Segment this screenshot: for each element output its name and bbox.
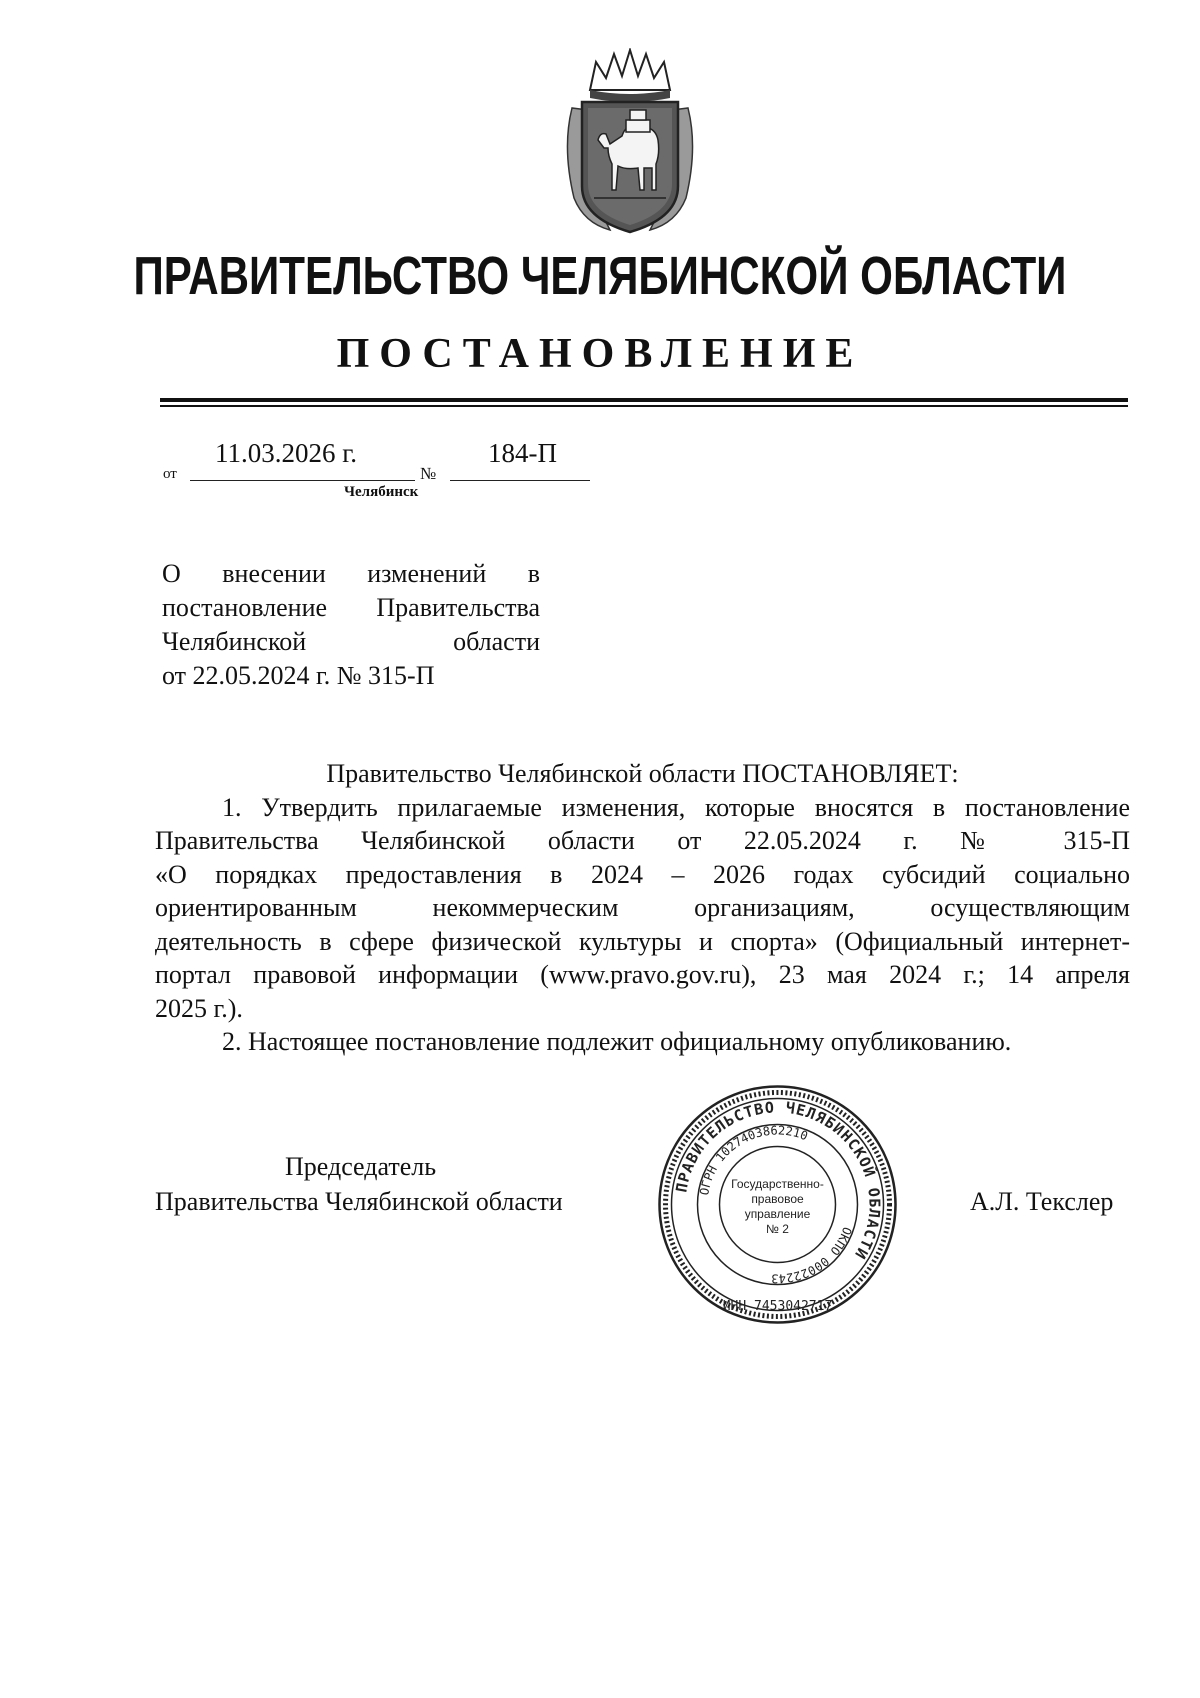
organization-title: ПРАВИТЕЛЬСТВО ЧЕЛЯБИНСКОЙ ОБЛАСТИ xyxy=(133,246,1067,306)
from-label: от xyxy=(163,466,177,482)
item1-line: ориентированным некоммерческим организациям, осуществляющим xyxy=(155,893,1130,922)
date-underline xyxy=(190,480,415,481)
item1-line: 1. Утвердить прилагаемые изменения, которые вносятся в постановление xyxy=(222,792,1130,822)
stamp-center-line: № 2 xyxy=(766,1222,789,1236)
item1-line: деятельность в сфере физической культуры и спорта» (Официальный интернет- xyxy=(155,926,1130,956)
number-label: № xyxy=(420,464,437,483)
subject-line: Челябинской области xyxy=(162,627,540,656)
signer-position-line2: Правительства Челябинской области xyxy=(155,1187,563,1216)
subject-line: О внесении изменений в xyxy=(162,559,540,588)
document-date: 11.03.2026 г. xyxy=(215,438,358,468)
document-body xyxy=(155,757,1130,1059)
stamp-center-line: Государственно- xyxy=(731,1177,824,1191)
preamble: Правительство Челябинской области ПОСТАНОВЛЯЕТ: xyxy=(326,759,959,788)
stamp-center-line: управление xyxy=(744,1207,811,1221)
item1-line: «О порядках предоставления в 2024 – 2026 годах субсидий социально xyxy=(155,859,1130,889)
document-subject xyxy=(162,557,540,693)
subject-line: постановление Правительства xyxy=(162,593,540,622)
item2: 2. Настоящее постановление подлежит официальному опубликованию. xyxy=(222,1027,1012,1056)
number-underline xyxy=(450,480,590,481)
header-rule-thin xyxy=(160,405,1128,407)
document-number: 184-П xyxy=(488,438,557,468)
signer-name: А.Л. Текслер xyxy=(970,1187,1114,1216)
item1-line: портал правовой информации (www.pravo.gov.ru), 23 мая 2024 г.; 14 апреля xyxy=(155,960,1130,989)
stamp-outer-text: ПРАВИТЕЛЬСТВО ЧЕЛЯБИНСКОЙ ОБЛАСТИ xyxy=(672,1098,884,1263)
item1-line: 2025 г.). xyxy=(155,993,243,1023)
item1-line: Правительства Челябинской области от 22.05.2024 г. № 315-П xyxy=(155,826,1130,855)
stamp-ogrn: ОГРН 1027403862210 xyxy=(697,1123,810,1197)
document-type-title: ПОСТАНОВЛЕНИЕ xyxy=(336,331,864,377)
signer-position-line1: Председатель xyxy=(285,1152,437,1181)
stamp-inn: ИНН 7453042717 xyxy=(722,1299,833,1314)
stamp-okpo: ОКПО 00022243 xyxy=(770,1225,855,1286)
coat-of-arms-emblem xyxy=(560,48,700,238)
city-label: Челябинск xyxy=(344,484,419,500)
stamp-center-line: правовое xyxy=(751,1192,804,1206)
subject-line: от 22.05.2024 г. № 315-П xyxy=(162,661,435,690)
header-rule-thick xyxy=(160,398,1128,402)
official-stamp xyxy=(655,1082,900,1327)
